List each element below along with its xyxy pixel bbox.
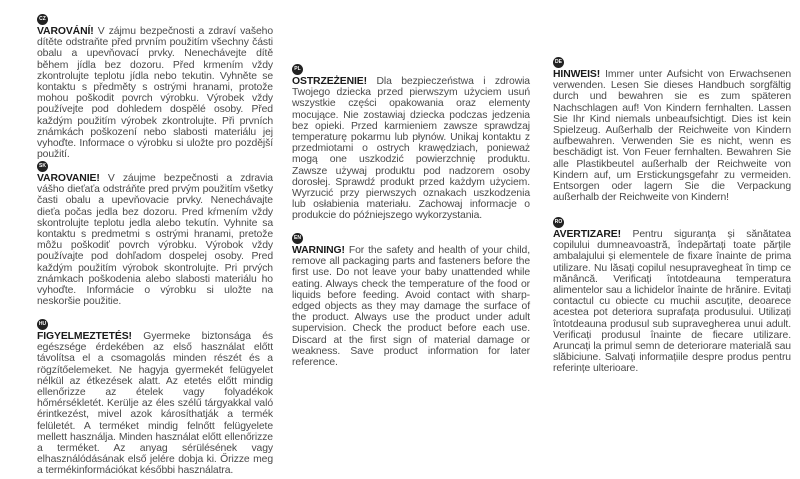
warning-text-cz (37, 26, 273, 160)
warning-body-pl: Dla bezpieczeństwa i zdrowia Twojego dziecka przed pierwszym użyciem usuń wszystkie części opakowania oraz elementy mocujące. Nie zostawiaj dziecka podczas jedzenia bez opieki. Przed karmieniem zawsze sprawdzaj temperaturę pokarmu lub płynów. Unikaj kontaktu z przedmiotami o ostrych krawędziach, ponieważ mogą one uszkodzić powierzchnię produktu. Zawsze używaj produktu pod nadzorem osoby dorosłej. Sprawdź produkt przed każdym użyciem. Wyrzucić przy pierwszych oznakach uszkodzenia lub osłabienia materiału. Zachowaj informacje o produkcie do późniejszego wykorzystania. (292, 76, 530, 222)
warning-heading-cz: VAROVÁNÍ! (37, 26, 94, 37)
warning-body-hu: Gyermeke biztonsága és egészsége érdekében az első használat előtt távolítsa el a csomagolás minden részét és a rögzítőelemeket. Ne hagyja gyermekét felügyelet nélkül az étkezések alatt. Az etetés előtt mindig ellenőrizze az ételek vagy folyadékok hőmérsékletét. Kerülje az éles szélű tárgyakkal való érintkezést, mivel azok károsíthatják a termék felületét. A terméket mindig felnőtt felügyelete mellett használja. Minden használat előtt ellenőrizze a terméket. Az anyag sérülésének vagy elhasználódásának első jelére dobja ki. Őrizze meg a termékinformációkat későbbi használatra. (37, 331, 273, 477)
warning-body-sk: V záujme bezpečnosti a zdravia vášho dieťaťa odstráňte pred prvým použitím všetky časti obalu a upevňovacie prvky. Nenechávajte dieťa počas jedla bez dozoru. Pred kŕmením vždy skontrolujte teplotu jedla alebo tekutín. Vyhnite sa kontaktu s predmetmi s ostrými hranami, pretože môžu poškodiť povrch výrobku. Výrobok vždy používajte pod dohľadom dospelej osoby. Pred každým použitím výrobok skontrolujte. Pri prvých známkach poškodenia alebo slabosti materiálu ho vyhoďte. Informácie o výrobku si uložte na neskoršie použitie. (37, 173, 273, 308)
warning-text-de (553, 69, 791, 203)
warning-body-cz: V zájmu bezpečnosti a zdraví vašeho dítěte odstraňte před prvním použitím všechny části obalu a upevňovací prvky. Nenechávejte dítě během jídla bez dozoru. Před krmením vždy zkontrolujte teplotu jídla nebo tekutin. Vyhněte se kontaktu s předměty s ostrými hranami, protože mohou poškodit povrch výrobku. Výrobek vždy používejte pod dohledem dospělé osoby. Před každým použitím výrobek zkontrolujte. Při prvních známkách poškození nebo slabosti materiálu jej vyhoďte. Informace o výrobku si uložte pro pozdější použití. (37, 26, 273, 161)
section-hu (37, 312, 273, 477)
section-en (292, 226, 530, 368)
warning-heading-ro: AVERTIZARE! (553, 229, 621, 240)
warning-body-de: Immer unter Aufsicht von Erwachsenen verwenden. Lesen Sie dieses Handbuch sorgfältig durch und bewahren sie es zum späteren Nachschlagen auf! Von Kindern fernhalten. Lassen Sie Ihr Kind niemals unbeaufsichtigt. Dies ist kein Spielzeug. Außerhalb der Reichweite von Kindern aufbewahren. Verwenden Sie es nicht, wenn es beschädigt ist. Von Feuer fernhalten. Bewahren Sie alle Plastikbeutel außerhalb der Reichweite von Kindern auf, um Erstickungsgefahr zu vermeiden. Entsorgen oder lagern Sie die Verpackung außerhalb der Reichweite von Kindern! (553, 69, 791, 204)
language-badge-hu: HU (37, 319, 48, 330)
warning-heading-hu: FIGYELMEZTETÉS! (37, 331, 132, 342)
warning-text-hu (37, 331, 273, 477)
warning-heading-pl: OSTRZEŻENIE! (292, 76, 367, 87)
section-pl (292, 57, 530, 222)
section-de (553, 50, 791, 203)
language-badge-en: EN (292, 233, 303, 244)
warning-text-pl (292, 76, 530, 222)
section-cz (37, 7, 273, 160)
warning-body-ro: Pentru siguranța și sănătatea copilului dumneavoastră, îndepărtați toate părțile ambalajului și elementele de fixare înainte de prima utilizare. Nu lăsați copilul nesupravegheat în timp ce mănâncă. Verificați întotdeauna temperatura alimentelor sau a lichidelor înainte de hrănire. Evitați contactul cu obiecte cu muchii ascuțite, deoarece acestea pot deteriora suprafața produsului. Utilizați întotdeauna produsul sub supravegherea unui adult. Verificați produsul înainte de fiecare utilizare. Aruncați la primul semn de deteriorare materială sau slăbiciune. Salvați informațiile despre produs pentru referințe ulterioare. (553, 229, 791, 375)
language-badge-pl: PL (292, 64, 303, 75)
warning-heading-en: WARNING! (292, 245, 345, 256)
warning-heading-de: HINWEIS! (553, 69, 601, 80)
section-ro (553, 210, 791, 375)
warning-text-sk (37, 173, 273, 307)
language-badge-de: DE (553, 57, 564, 68)
warning-heading-sk: VAROVANIE! (37, 173, 100, 184)
warning-text-en (292, 245, 530, 368)
warning-text-ro (553, 229, 791, 375)
language-badge-sk: SK (37, 161, 48, 172)
language-badge-ro: RO (553, 217, 564, 228)
section-sk (37, 154, 273, 307)
warning-body-en: For the safety and health of your child, remove all packaging parts and fasteners before the first use. Do not leave your baby unattended while eating. Always check the temperature of the food or liquids before feeding. Avoid contact with sharp-edged objects as they may damage the surface of the product. Always use the product under adult supervision. Check the product before each use. Discard at the first sign of material damage or weakness. Save product information for later reference. (292, 245, 530, 369)
language-badge-cz: CZ (37, 14, 48, 25)
